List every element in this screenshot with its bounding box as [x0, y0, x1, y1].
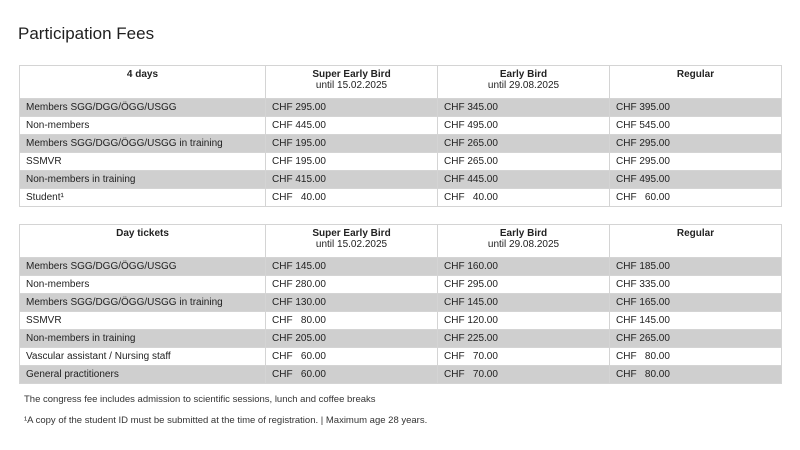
- super-early-price-cell: CHF 195.00: [266, 135, 438, 153]
- column-header-label: Day tickets: [116, 228, 169, 239]
- super-early-price-cell: CHF 295.00: [266, 99, 438, 117]
- category-cell: SSMVR: [20, 312, 266, 330]
- column-header-date: until 15.02.2025: [315, 80, 388, 91]
- column-header: [438, 225, 610, 258]
- column-header: [266, 225, 438, 258]
- page-title: Participation Fees: [18, 24, 155, 43]
- category-cell: Members SGG/DGG/ÖGG/USGG: [20, 99, 266, 117]
- regular-price-cell: CHF 185.00: [610, 258, 782, 276]
- column-header-label: Early Bird: [499, 228, 548, 239]
- early-price-cell: CHF 120.00: [438, 312, 610, 330]
- super-early-price-cell: CHF 130.00: [266, 294, 438, 312]
- column-header-label: Super Early Bird: [312, 228, 391, 239]
- table-row: [20, 330, 782, 348]
- column-header-label: Early Bird: [499, 69, 548, 80]
- category-cell: Vascular assistant / Nursing staff: [20, 348, 266, 366]
- early-price-cell: CHF 295.00: [438, 276, 610, 294]
- regular-price-cell: CHF 295.00: [610, 135, 782, 153]
- regular-price-cell: CHF 495.00: [610, 171, 782, 189]
- table-row: [20, 276, 782, 294]
- table-row: [20, 258, 782, 276]
- early-price-cell: CHF 225.00: [438, 330, 610, 348]
- regular-price-cell: CHF 265.00: [610, 330, 782, 348]
- column-header-label: Regular: [676, 69, 715, 80]
- column-header-date: until 29.08.2025: [487, 239, 560, 250]
- super-early-price-cell: CHF 445.00: [266, 117, 438, 135]
- early-price-cell: CHF 145.00: [438, 294, 610, 312]
- student-id-note: ¹A copy of the student ID must be submitted at the time of registration. | Maximum age 28 years.: [24, 415, 428, 426]
- table-row: [20, 189, 782, 207]
- early-price-cell: CHF 345.00: [438, 99, 610, 117]
- column-header-label: 4 days: [126, 69, 159, 80]
- category-cell: Non-members in training: [20, 171, 266, 189]
- regular-price-cell: CHF 60.00: [610, 189, 782, 207]
- category-cell: SSMVR: [20, 153, 266, 171]
- four-days-fee-table: [19, 65, 782, 207]
- column-header: [20, 225, 266, 258]
- category-cell: Non-members in training: [20, 330, 266, 348]
- table-row: [20, 117, 782, 135]
- super-early-price-cell: CHF 145.00: [266, 258, 438, 276]
- column-header-label: Super Early Bird: [312, 69, 391, 80]
- regular-price-cell: CHF 145.00: [610, 312, 782, 330]
- table-row: [20, 294, 782, 312]
- super-early-price-cell: CHF 40.00: [266, 189, 438, 207]
- column-header: [266, 66, 438, 99]
- category-cell: Student¹: [20, 189, 266, 207]
- early-price-cell: CHF 70.00: [438, 348, 610, 366]
- regular-price-cell: CHF 545.00: [610, 117, 782, 135]
- early-price-cell: CHF 265.00: [438, 153, 610, 171]
- table-row: [20, 366, 782, 384]
- table-row: [20, 312, 782, 330]
- category-cell: Members SGG/DGG/ÖGG/USGG in training: [20, 294, 266, 312]
- early-price-cell: CHF 40.00: [438, 189, 610, 207]
- super-early-price-cell: CHF 205.00: [266, 330, 438, 348]
- column-header-date: until 29.08.2025: [487, 80, 560, 91]
- category-cell: Non-members: [20, 117, 266, 135]
- super-early-price-cell: CHF 415.00: [266, 171, 438, 189]
- super-early-price-cell: CHF 60.00: [266, 366, 438, 384]
- column-header: [610, 66, 782, 99]
- table-row: [20, 135, 782, 153]
- day-tickets-fee-table: [19, 224, 782, 384]
- table-header-row: [20, 66, 782, 99]
- column-header-label: Regular: [676, 228, 715, 239]
- category-cell: Members SGG/DGG/ÖGG/USGG in training: [20, 135, 266, 153]
- super-early-price-cell: CHF 80.00: [266, 312, 438, 330]
- regular-price-cell: CHF 80.00: [610, 366, 782, 384]
- regular-price-cell: CHF 80.00: [610, 348, 782, 366]
- table-row: [20, 348, 782, 366]
- column-header: [438, 66, 610, 99]
- regular-price-cell: CHF 165.00: [610, 294, 782, 312]
- column-header: [20, 66, 266, 99]
- category-cell: General practitioners: [20, 366, 266, 384]
- table-header-row: [20, 225, 782, 258]
- regular-price-cell: CHF 335.00: [610, 276, 782, 294]
- regular-price-cell: CHF 395.00: [610, 99, 782, 117]
- early-price-cell: CHF 265.00: [438, 135, 610, 153]
- early-price-cell: CHF 160.00: [438, 258, 610, 276]
- fee-includes-note: The congress fee includes admission to scientific sessions, lunch and coffee breaks: [24, 394, 376, 405]
- table-row: [20, 171, 782, 189]
- early-price-cell: CHF 445.00: [438, 171, 610, 189]
- super-early-price-cell: CHF 195.00: [266, 153, 438, 171]
- super-early-price-cell: CHF 60.00: [266, 348, 438, 366]
- table-row: [20, 99, 782, 117]
- column-header-date: until 15.02.2025: [315, 239, 388, 250]
- category-cell: Members SGG/DGG/ÖGG/USGG: [20, 258, 266, 276]
- early-price-cell: CHF 70.00: [438, 366, 610, 384]
- regular-price-cell: CHF 295.00: [610, 153, 782, 171]
- column-header: [610, 225, 782, 258]
- early-price-cell: CHF 495.00: [438, 117, 610, 135]
- super-early-price-cell: CHF 280.00: [266, 276, 438, 294]
- table-row: [20, 153, 782, 171]
- category-cell: Non-members: [20, 276, 266, 294]
